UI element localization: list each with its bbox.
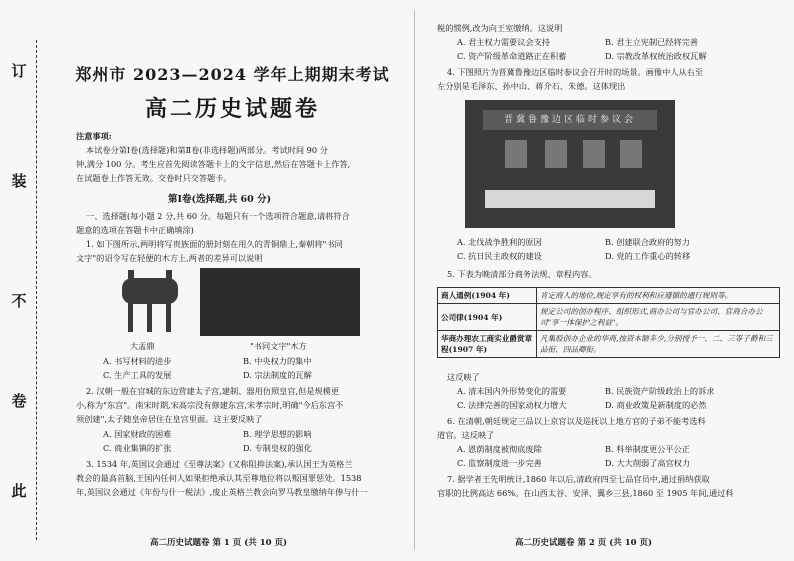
table-cell: 肯定商人的地位,规定享有的权利和应遵循的通行规则等。 [537, 288, 780, 304]
wooden-tablet-image [200, 268, 360, 336]
exam-subtitle: 高二历史试题卷 [144, 96, 320, 122]
q6-option-a: A. 恩荫制度被彻底废除 [457, 444, 542, 454]
q3-stem: 年,英国议会通过《年份与什一税法》,废止英格兰教会向罗马教皇缴纳年俸与什一 [76, 487, 368, 497]
q1-option-b: B. 中央权力的集中 [243, 356, 312, 366]
notes-line: 本试卷分第Ⅰ卷(选择题)和第Ⅱ卷(非选择题)两部分。考试时间 90 分 [86, 145, 328, 155]
q3-option-c: C. 资产阶级革命道路正在积蓄 [457, 51, 567, 61]
notes-heading: 注意事项: [76, 131, 112, 141]
q6-stem: 道官。这反映了 [437, 430, 495, 440]
notes-line: 钟,满分 100 分。考生应首先阅读答题卡上的文字信息,然后在答题卡上作答, [76, 159, 351, 169]
q5-option-a: A. 清末国内外形势变化的需要 [457, 386, 567, 396]
table-row [438, 304, 780, 331]
exam-title: 郑州市 2023—2024 学年上期期末考试 [75, 65, 390, 84]
portrait [620, 140, 642, 168]
binding-char: 订 [11, 62, 27, 80]
footer-left: 高二历史试题卷 第 1 页 (共 10 页) [150, 538, 288, 548]
q1-stem: 1. 如下图所示,两明将写贵族面的册封刻在用久的青铜鼎上,秦朝将"书同 [86, 239, 343, 249]
section-instr: 题意的选项在答题卡中正确填涂) [76, 225, 194, 235]
binding-char: 此 [11, 482, 27, 500]
portrait [505, 140, 527, 168]
q3-option-b: B. 君主立宪制已经将完善 [605, 37, 699, 47]
table-cell-head: 商人通例(1904 年) [438, 288, 537, 304]
q6-option-d: D. 大大削弱了高官权力 [605, 458, 691, 468]
section-title: 第Ⅰ卷(选择题,共 60 分) [168, 194, 272, 205]
table-cell-head: 华商办理农工商实业爵赏章程(1907 年) [438, 331, 537, 358]
binding-char: 卷 [11, 392, 27, 410]
ding-vessel-image [114, 268, 186, 338]
q4-option-d: D. 党的工作重心的转移 [605, 251, 691, 261]
notes-line: 在试题卷上作答无效。交卷时只交答题卡。 [76, 173, 232, 183]
table-cell: 规定公司的创办程序、组织形式,商办公司与官办公司、官商合办公司"享一体保护之利益"。 [537, 304, 780, 331]
q1-option-c: C. 生产工具的发展 [103, 370, 172, 380]
q3-cont-stem: 税的惯例,改为向王室缴纳。这说明 [437, 23, 563, 33]
q4-option-c: C. 抗日民主政权的建设 [457, 251, 542, 261]
q7-stem: 官职的比例高达 66%。在山西太谷、安泽、翼乡三县,1860 至 1905 年间,通过科 [437, 488, 734, 498]
q2-option-d: D. 专制皇权的强化 [243, 443, 312, 453]
q5-option-c: C. 法律完善的国家动权力增大 [457, 400, 567, 410]
q4-stem: 左分别是毛泽东、孙中山、蒋介石、朱德。这体现出 [437, 81, 626, 91]
q2-option-c: C. 商业集镇的扩张 [103, 443, 172, 453]
q2-stem: 小,称为"东宫"。南宋时期,宋高宗没有修建东宫,宋孝宗时,明确"今后东宫不 [76, 400, 344, 410]
tables [485, 190, 655, 208]
q1-option-a: A. 书写材料的进步 [103, 356, 172, 366]
binding-char: 装 [11, 172, 27, 190]
page-divider [414, 10, 415, 550]
q7-stem: 7. 据学者王先明统计,1860 年以后,清政府四至七品官员中,通过捐纳获取 [447, 474, 710, 484]
q3-stem: 教会的最高首脑,王国内任何人如果拒绝承认其至尊地位将以叛国罪惩处。1538 [76, 473, 362, 483]
q1-option-d: D. 宗法制度的瓦解 [243, 370, 312, 380]
q6-option-c: C. 监察制度进一步完善 [457, 458, 542, 468]
q2-stem: 须创建",太子随皇帝居住在皇宫里面。这主要反映了 [76, 414, 263, 424]
table-cell-head: 公司律(1904 年) [438, 304, 537, 331]
portrait [545, 140, 567, 168]
binding-dashed-line [36, 40, 37, 540]
table-row [438, 288, 780, 304]
binding-margin [8, 40, 48, 540]
q3-option-d: D. 宗教改革权统治政权瓦解 [605, 51, 707, 61]
q5-table [437, 287, 780, 358]
q5-option-b: B. 民族资产阶级政治上的诉求 [605, 386, 715, 396]
q2-stem: 2. 汉朝一般在宫城的东边营建太子宫,建制、器用仿照皇宫,但是规模更 [86, 386, 340, 396]
binding-char: 不 [11, 292, 27, 310]
q5-stem: 5. 下表为晚清部分商务法规、章程内容。 [447, 269, 597, 279]
q4-stem: 4. 下图照片为晋冀鲁豫边区临时参议会召开时的场景。画像中人从右至 [447, 67, 704, 77]
q1-caption-right: "书同文字"木方 [250, 341, 307, 351]
q2-option-b: B. 理学思想的影响 [243, 429, 312, 439]
table-row [438, 331, 780, 358]
photo-banner: 晋冀鲁豫边区临时参议会 [483, 110, 657, 130]
table-cell: 凡集股创办企业的华商,按资本额多少,分别授予一、二、三等子爵和三品衔、四品卿衔。 [537, 331, 780, 358]
q1-stem: 文字"的诏令写在轻便的木方上,两者的差异可以说明 [76, 253, 263, 263]
footer-right: 高二历史试题卷 第 2 页 (共 10 页) [515, 538, 653, 548]
q4-option-b: B. 创建联合政府的努力 [605, 237, 690, 247]
q3-stem: 3. 1534 年,英国议会通过《至尊法案》(又称阻抑法案),承认国王为英格兰 [86, 459, 353, 469]
section-instr: 一、选择题(每小题 2 分,共 60 分。每题只有一个选项符合题意,请将符合 [86, 211, 350, 221]
q3-option-a: A. 君主权力需要议会支持 [457, 37, 550, 47]
q5-tail: 这反映了 [447, 372, 480, 382]
q6-option-b: B. 科举制度更公平公正 [605, 444, 690, 454]
q1-caption-left: 大盂鼎 [130, 341, 155, 351]
q2-option-a: A. 国家财政的困难 [103, 429, 172, 439]
portrait [583, 140, 605, 168]
q6-stem: 6. 在清朝,朝廷规定三品以上京官以及巡抚以上地方官的子弟不能考选科 [447, 416, 706, 426]
assembly-photo [465, 100, 675, 228]
q4-option-a: A. 北伐战争胜利的原因 [457, 237, 542, 247]
q5-option-d: D. 商业政策是新制度的必然 [605, 400, 707, 410]
